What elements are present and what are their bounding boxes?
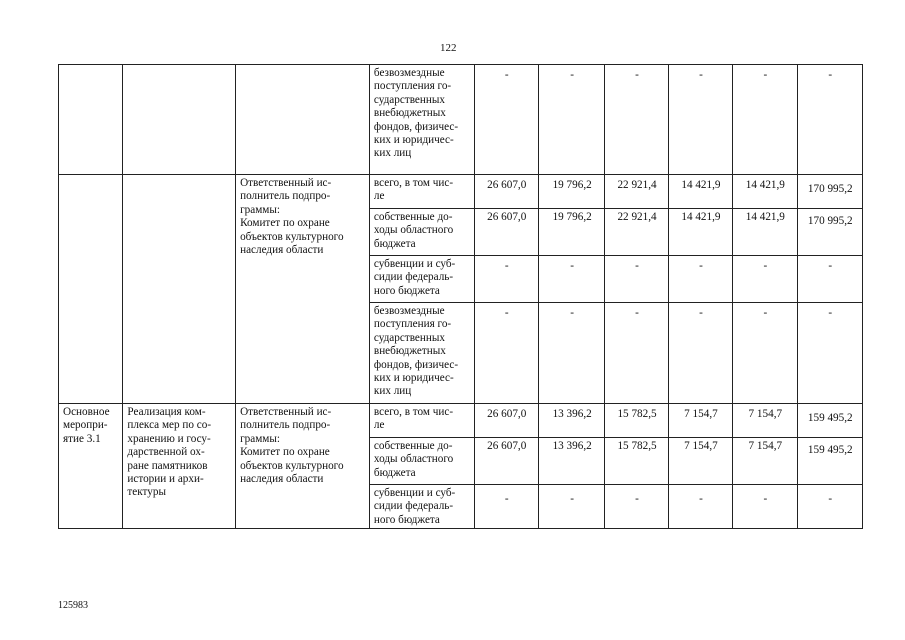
value-cell: 13 396,2 [538,438,604,485]
value-cell: 159 495,2 [797,438,862,485]
value-cell: 14 421,9 [733,175,797,209]
value-cell: 19 796,2 [538,209,604,256]
executor-cell: Ответственный ис- полнитель подпро- граммы: Комитет по охране объектов культурного наследия области [236,175,370,404]
status-cell: Основное меропри- ятие 3.1 [59,404,123,529]
value-cell: - [797,303,862,404]
value-cell: 7 154,7 [668,404,732,438]
funding-source-cell: безвозмездные поступления го- сударственных внебюджетных фондов, физичес- ких и юридичес- ких лиц [369,303,474,404]
value-cell: 14 421,9 [668,209,732,256]
value-cell: 19 796,2 [538,175,604,209]
document-code: 125983 [58,600,88,611]
executor-cell [236,65,370,175]
value-cell: - [668,485,732,529]
status-cell [59,65,123,175]
value-cell: - [605,65,668,175]
value-cell: 170 995,2 [797,209,862,256]
value-cell: - [474,303,538,404]
value-cell: - [733,485,797,529]
value-cell: - [668,303,732,404]
value-cell: - [538,65,604,175]
budget-table [58,64,863,529]
value-cell: - [474,485,538,529]
value-cell: 7 154,7 [733,404,797,438]
value-cell: 170 995,2 [797,175,862,209]
value-cell: 7 154,7 [668,438,732,485]
value-cell: - [474,65,538,175]
funding-source-cell: всего, в том чис- ле [369,404,474,438]
value-cell: 22 921,4 [605,209,668,256]
value-cell: - [797,485,862,529]
table-row [59,65,863,175]
funding-source-cell: всего, в том чис- ле [369,175,474,209]
value-cell: 14 421,9 [668,175,732,209]
value-cell: 15 782,5 [605,404,668,438]
value-cell: - [538,303,604,404]
name-cell [123,65,236,175]
value-cell: - [797,65,862,175]
funding-source-cell: субвенции и суб- сидии федераль- ного бюджета [369,256,474,303]
value-cell: 15 782,5 [605,438,668,485]
status-cell [59,175,123,404]
funding-source-cell: безвозмездные поступления го- сударственных внебюджетных фондов, физичес- ких и юридичес- ких лиц [369,65,474,175]
value-cell: - [605,303,668,404]
value-cell: - [733,256,797,303]
value-cell: 26 607,0 [474,404,538,438]
value-cell: 159 495,2 [797,404,862,438]
page-number: 122 [440,42,457,54]
value-cell: - [605,485,668,529]
value-cell: 26 607,0 [474,438,538,485]
funding-source-cell: собственные до- ходы областного бюджета [369,438,474,485]
value-cell: - [668,65,732,175]
value-cell: 26 607,0 [474,175,538,209]
value-cell: 14 421,9 [733,209,797,256]
value-cell: - [733,65,797,175]
funding-source-cell: субвенции и суб- сидии федераль- ного бюджета [369,485,474,529]
value-cell: - [797,256,862,303]
value-cell: - [474,256,538,303]
value-cell: - [605,256,668,303]
table-row [59,404,863,438]
name-cell [123,175,236,404]
name-cell: Реализация ком- плекса мер по со- хранению и госу- дарственной ох- ране памятников истории и архи- тектуры [123,404,236,529]
value-cell: 26 607,0 [474,209,538,256]
value-cell: 7 154,7 [733,438,797,485]
value-cell: 13 396,2 [538,404,604,438]
value-cell: - [668,256,732,303]
executor-cell: Ответственный ис- полнитель подпро- граммы: Комитет по охране объектов культурного наследия области [236,404,370,529]
value-cell: 22 921,4 [605,175,668,209]
value-cell: - [538,256,604,303]
value-cell: - [538,485,604,529]
funding-source-cell: собственные до- ходы областного бюджета [369,209,474,256]
table-row [59,175,863,209]
value-cell: - [733,303,797,404]
